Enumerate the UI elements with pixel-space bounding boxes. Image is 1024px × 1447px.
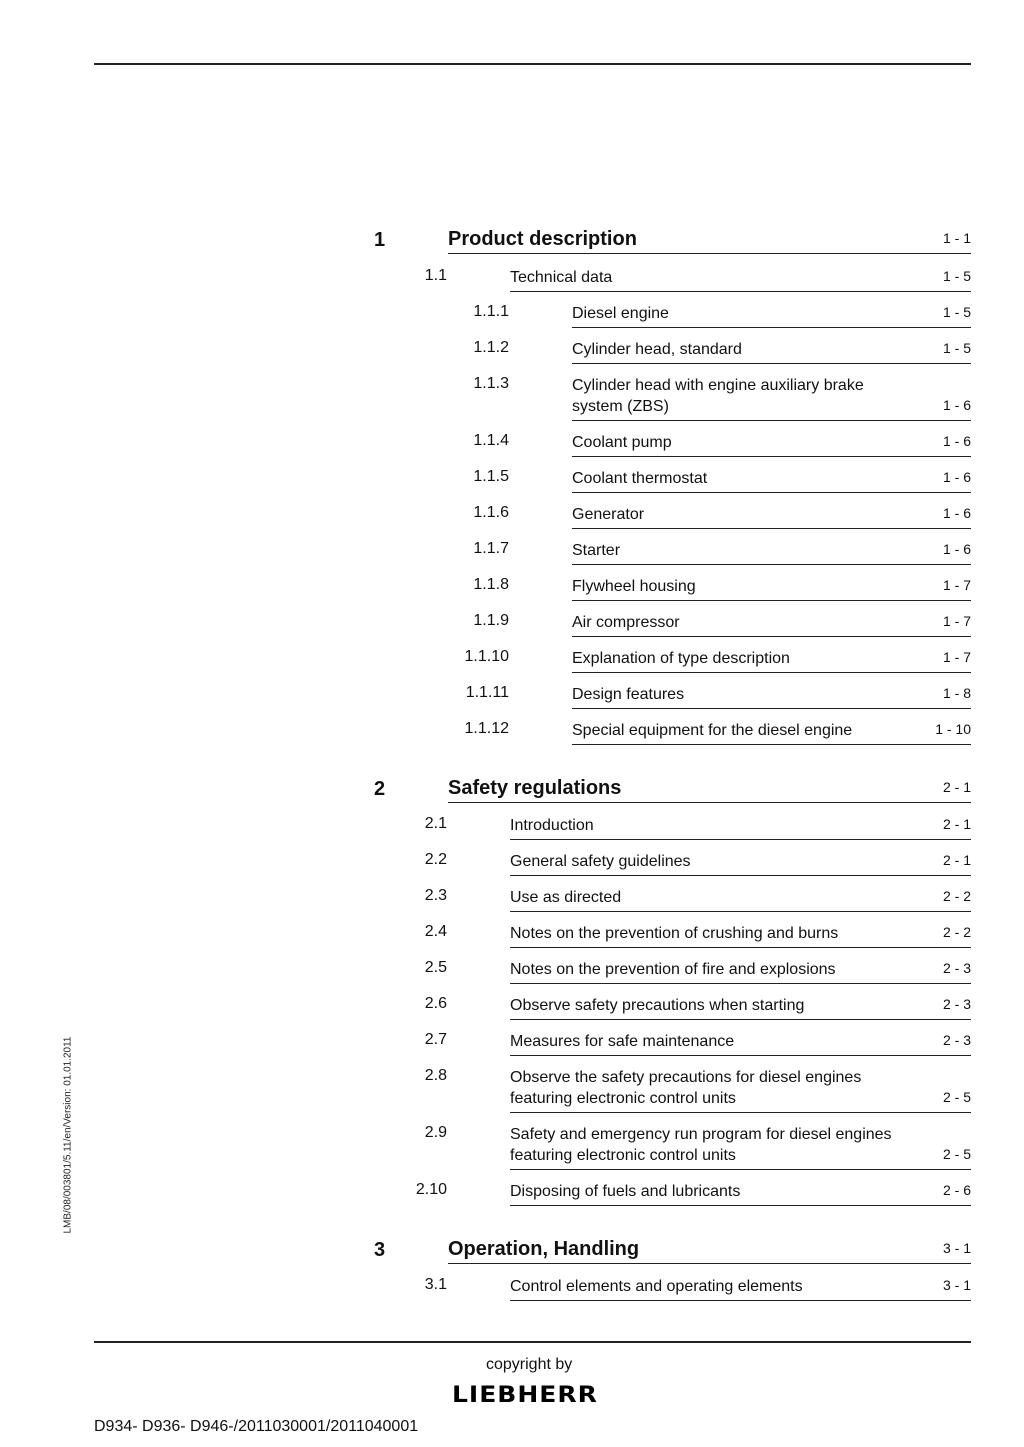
toc-entry-page: 2 - 3 [942,996,971,1012]
toc-entry-title: Coolant thermostat [572,470,708,487]
toc-entry-page: 1 - 8 [942,685,971,701]
toc-entry-page: 1 - 1 [942,230,971,246]
toc-entry-number: 1.1.6 [473,504,509,521]
toc-entry-page: 1 - 5 [942,304,971,320]
toc-entry-page: 2 - 6 [942,1182,971,1198]
toc-entry-page: 2 - 5 [942,1146,971,1162]
toc-entry-page: 1 - 6 [942,433,971,449]
toc-entry-title-row [510,815,971,840]
toc-entry-title: Operation, Handling [448,1238,640,1260]
toc-entry-page: 2 - 3 [942,960,971,976]
toc-entry-title-row [510,959,971,984]
toc-entry-title: Flywheel housing [572,578,696,595]
toc-entry-page: 1 - 6 [942,469,971,485]
toc-entry-page: 1 - 7 [942,649,971,665]
toc-entry-title-row [572,648,971,673]
toc-entry-number: 1.1.11 [465,684,509,701]
toc-entry-title: Special equipment for the diesel engine [572,722,853,739]
toc-entry-title-row [572,612,971,637]
toc-entry-title-row [448,778,971,803]
toc-entry-title-row [572,720,971,745]
toc-entry-number: 3 [374,1239,386,1261]
toc-entry-page: 1 - 5 [942,268,971,284]
toc-entry-title: Safety and emergency run program for diesel engines featuring electronic control units [510,1126,892,1164]
toc-entry-title: Product description [448,228,637,250]
toc-entry-title-row [572,339,971,364]
toc-entry-title: Air compressor [572,614,680,631]
toc-entry-title-row [572,303,971,328]
toc-entry-title-row [510,851,971,876]
toc-entry-page: 2 - 1 [942,852,971,868]
toc-entry-page: 1 - 7 [942,613,971,629]
liebherr-logo: LIEBHERR [452,1381,598,1408]
toc-entry-page: 1 - 10 [935,721,971,737]
toc-entry-title: Starter [572,542,621,559]
document-version-note: LMB/08/003801/5.11/en/Version: 01.01.2011 [62,1036,74,1234]
toc-entry-number: 1.1.9 [473,612,509,629]
toc-entry-title-row [510,995,971,1020]
toc-entry-page: 3 - 1 [942,1277,971,1293]
toc-entry-number: 2.7 [424,1031,447,1048]
footer-rule [94,1341,971,1343]
toc-entry-title: General safety guidelines [510,853,691,870]
toc-entry-number: 2.6 [424,995,447,1012]
toc-entry-number: 1 [374,229,386,251]
toc-entry-title: Observe safety precautions when starting [510,997,805,1014]
toc-entry-title: Technical data [510,269,613,286]
toc-entry-number: 1.1.8 [473,576,509,593]
toc-entry-number: 3.1 [424,1276,447,1293]
toc-entry-number: 2.2 [424,851,447,868]
toc-entry-number: 1.1.5 [473,468,509,485]
toc-entry-title-row [572,504,971,529]
toc-entry-title-row [510,923,971,948]
toc-entry-title: Cylinder head with engine auxiliary brake system (ZBS) [572,377,864,415]
toc-entry-number: 2.4 [424,923,447,940]
toc-entry-page: 2 - 3 [942,1032,971,1048]
toc-entry-page: 1 - 7 [942,577,971,593]
toc-entry-number: 2.8 [424,1067,447,1084]
toc-entry-title: Design features [572,686,685,703]
toc-entry-title-row [572,684,971,709]
toc-entry-title-row [572,468,971,493]
toc-entry-number: 2.5 [424,959,447,976]
toc-entry-number: 1.1.3 [473,375,509,392]
toc-entry-number: 2.9 [424,1124,447,1141]
toc-entry-title-row [448,229,971,254]
toc-entry-number: 1.1.10 [464,648,509,665]
toc-entry-number: 1.1.7 [473,540,509,557]
copyright-label: copyright by [486,1356,573,1373]
toc-entry-title-row [572,576,971,601]
toc-entry-title-row [572,432,971,457]
toc-entry-page: 2 - 5 [942,1089,971,1105]
toc-entry-title: Observe the safety precautions for diesel engines featuring electronic control units [510,1069,862,1107]
toc-entry-page: 2 - 2 [942,924,971,940]
toc-entry-number: 2.10 [415,1181,447,1198]
toc-entry-title: Cylinder head, standard [572,341,742,358]
toc-entry-title: Safety regulations [448,777,622,799]
toc-entry-title: Use as directed [510,889,622,906]
toc-entry-page: 1 - 6 [942,505,971,521]
toc-entry-number: 2 [374,778,386,800]
toc-entry-title-row [510,1276,971,1301]
toc-entry-page: 1 - 6 [942,397,971,413]
toc-entry-title: Explanation of type description [572,650,790,667]
toc-entry-title-row [510,1181,971,1206]
toc-entry-title-row [572,375,971,421]
toc-entry-title: Notes on the prevention of crushing and burns [510,925,839,942]
toc-entry-number: 2.1 [424,815,447,832]
toc-entry-title-row [510,887,971,912]
toc-entry-page: 2 - 2 [942,888,971,904]
toc-entry-number: 1.1.12 [464,720,509,737]
toc-entry-page: 1 - 5 [942,340,971,356]
toc-entry-title: Measures for safe maintenance [510,1033,735,1050]
toc-entry-title: Coolant pump [572,434,672,451]
toc-entry-number: 2.3 [424,887,447,904]
toc-entry-number: 1.1.1 [473,303,509,320]
toc-entry-title-row [572,540,971,565]
toc-entry-title: Notes on the prevention of fire and explosions [510,961,836,978]
toc-entry-title-row [510,1067,971,1113]
toc-entry-title: Control elements and operating elements [510,1278,803,1295]
toc-entry-number: 1.1 [424,267,447,284]
toc-entry-number: 1.1.2 [473,339,509,356]
toc-entry-page: 2 - 1 [942,779,971,795]
toc-entry-title: Introduction [510,817,594,834]
toc-entry-number: 1.1.4 [473,432,509,449]
document-id: D934- D936- D946-/2011030001/2011040001 [94,1418,419,1435]
toc-entry-title: Generator [572,506,645,523]
toc-entry-title-row [510,1031,971,1056]
toc-entry-title-row [510,1124,971,1170]
toc-entry-title: Disposing of fuels and lubricants [510,1183,741,1200]
toc-entry-page: 3 - 1 [942,1240,971,1256]
toc-entry-title-row [510,267,971,292]
toc-entry-title-row [448,1239,971,1264]
toc-entry-page: 2 - 1 [942,816,971,832]
toc-entry-page: 1 - 6 [942,541,971,557]
toc-entry-title: Diesel engine [572,305,669,322]
